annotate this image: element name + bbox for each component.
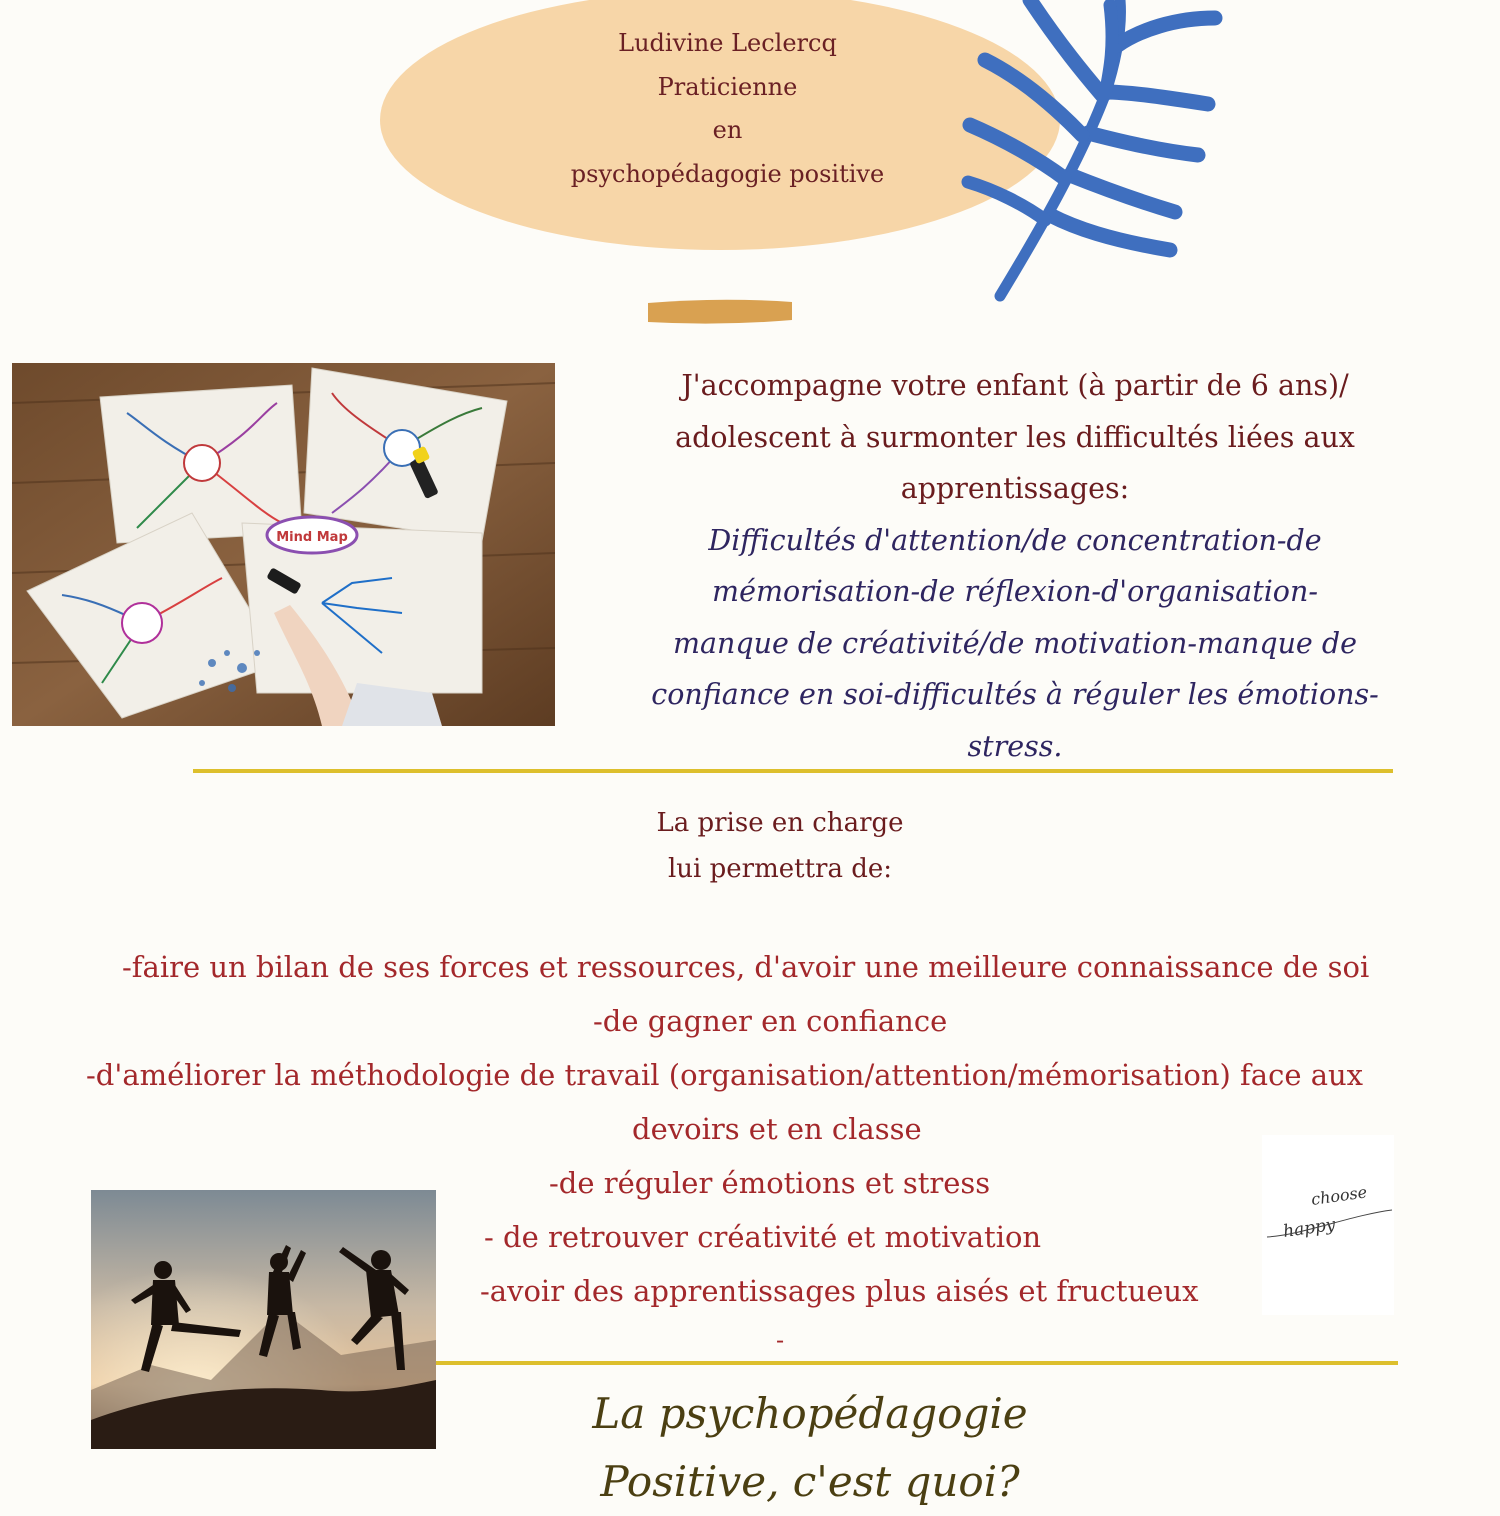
header-role: Praticienne [657, 72, 798, 101]
header-connector: en [712, 116, 743, 144]
difficulty-line: mémorisation-de réflexion-d'organisation- [712, 575, 1318, 608]
header-title [520, 22, 935, 196]
header-name: Ludivine Leclercq [618, 29, 837, 57]
divider [193, 769, 1393, 773]
care-heading [600, 800, 960, 892]
benefit-item: -d'améliorer la méthodologie de travail (organisation/attention/mémorisation) face aux [86, 1058, 1364, 1092]
jumping-friends-photo [91, 1190, 436, 1449]
benefit-item: - de retrouver créativité et motivation [484, 1220, 1042, 1254]
intro-line: apprentissages: [900, 472, 1130, 505]
divider [436, 1361, 1398, 1365]
intro-text [625, 360, 1405, 772]
difficulty-line: confiance en soi-difficultés à réguler les émotions- [651, 678, 1379, 711]
choose-word: choose [1309, 1182, 1369, 1209]
difficulty-line: Difficultés d'attention/de concentration-de [708, 523, 1322, 557]
paint-stroke [646, 298, 794, 326]
care-line: La prise en charge [656, 808, 904, 838]
difficulty-line: stress. [967, 729, 1063, 763]
intro-line: adolescent à surmonter les difficultés liées aux [675, 420, 1355, 454]
benefit-item: - [776, 1326, 785, 1354]
leaf-branch-icon [955, 0, 1245, 310]
benefit-item: -avoir des apprentissages plus aisés et fructueux [480, 1274, 1199, 1308]
difficulty-line: manque de créativité/de motivation-manque de [673, 626, 1357, 660]
happy-word: happy [1281, 1214, 1337, 1242]
benefit-item: -faire un bilan de ses forces et ressources, d'avoir une meilleure connaissance de soi [122, 950, 1370, 984]
intro-line: J'accompagne votre enfant (à partir de 6 ans)/ [681, 369, 1349, 402]
choose-happy-card [1262, 1135, 1394, 1315]
benefit-item: devoirs et en classe [632, 1112, 922, 1146]
header-specialty: psychopédagogie positive [570, 159, 885, 188]
benefit-item: -de réguler émotions et stress [549, 1166, 991, 1200]
closing-line: Positive, c'est quoi? [600, 1457, 1020, 1506]
care-line: lui permettra de: [667, 854, 893, 884]
closing-line: La psychopédagogie [592, 1389, 1028, 1438]
mind-map-label: Mind Map [276, 530, 348, 545]
closing-heading [560, 1380, 1060, 1516]
mind-map-photo [12, 363, 555, 726]
benefit-item: -de gagner en confiance [593, 1004, 948, 1038]
